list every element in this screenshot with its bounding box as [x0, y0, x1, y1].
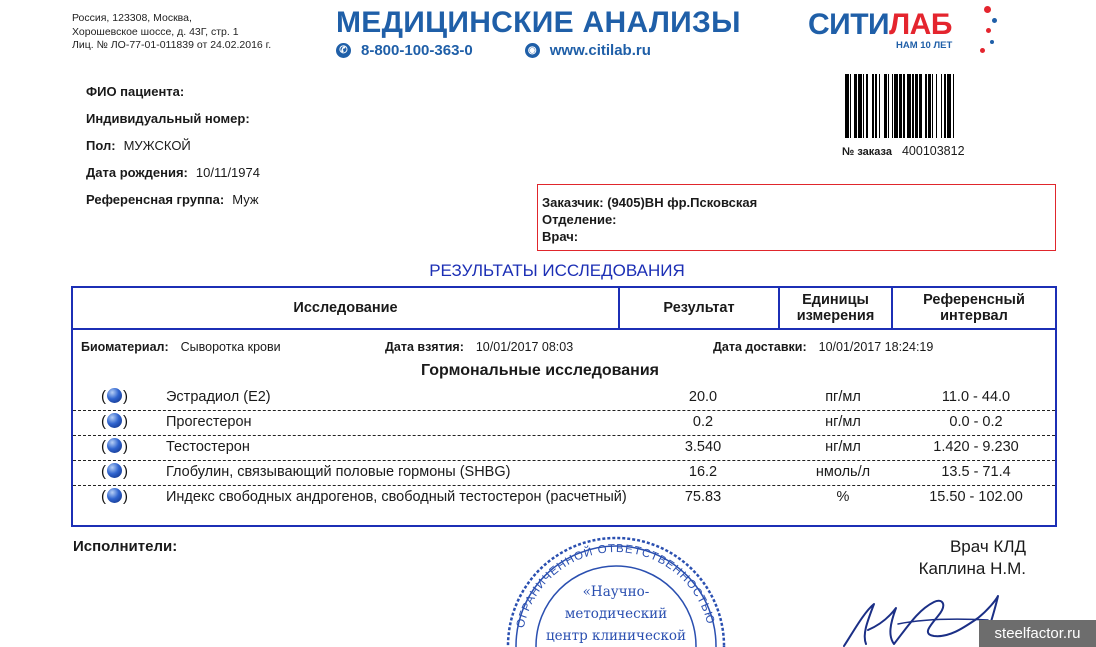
patient-refgroup-row: [86, 192, 260, 219]
delivery-date-value: 10/01/2017 18:24:19: [818, 340, 934, 354]
logo-part2: ЛАБ: [889, 8, 952, 41]
patient-info: [86, 84, 260, 219]
row-result: 75.83: [684, 489, 722, 505]
row-units: нг/мл: [825, 439, 861, 455]
order-number-row: [842, 144, 965, 158]
patient-birthdate-value: 10/11/1974: [195, 165, 260, 180]
row-result: 20.0: [688, 389, 718, 405]
row-test: Глобулин, связывающий половые гормоны (SHBG): [166, 464, 511, 480]
patient-sex-row: [86, 138, 260, 165]
row-units: пг/мл: [825, 389, 861, 405]
header-test: Исследование: [73, 288, 620, 328]
header-reference: Референсный интервал: [923, 292, 1025, 324]
results-table: [71, 286, 1057, 527]
header-result: Результат: [620, 288, 780, 328]
collection-date-label: Дата взятия:: [385, 340, 464, 354]
stamp-line2: методический: [564, 606, 668, 622]
order-number-value: 400103812: [901, 144, 965, 158]
row-test: Эстрадиол (Е2): [166, 389, 271, 405]
doctor-line: Врач:: [542, 229, 579, 244]
biomaterial-value: Сыворотка крови: [180, 340, 281, 354]
status-bullet-icon: ( ): [101, 488, 128, 505]
collection-date-value: 10/01/2017 08:03: [475, 340, 574, 354]
results-rows: [73, 386, 1055, 526]
lab-address: [72, 12, 271, 53]
order-barcode: [845, 74, 990, 138]
stamp-ring-text: ОГРАНИЧЕННОЙ ОТВЕТСТВЕННОСТЬЮ: [514, 542, 717, 630]
lab-address-line2: Хорошевское шоссе, д. 43Г, стр. 1: [72, 25, 239, 38]
customer-box: [537, 184, 1056, 251]
logo-tagline: НАМ 10 ЛЕТ: [896, 40, 953, 51]
patient-refgroup-value: Муж: [232, 192, 259, 207]
table-row: [73, 486, 1055, 526]
logo-dot: [986, 28, 991, 33]
website-link[interactable]: www.citilab.ru: [549, 42, 651, 59]
patient-name-row: [86, 84, 260, 111]
doctor-name: Каплина Н.М.: [918, 559, 1026, 578]
status-bullet-icon: ( ): [101, 413, 128, 430]
row-units: нмоль/л: [815, 464, 871, 480]
row-reference: 15.50 - 102.00: [929, 489, 1023, 505]
table-row: [73, 436, 1055, 461]
row-result: 0.2: [692, 414, 714, 430]
row-reference: 11.0 - 44.0: [941, 389, 1011, 405]
stamp-line1: «Научно-: [582, 584, 650, 600]
row-test: Тестостерон: [166, 439, 250, 455]
logo-dot: [980, 48, 985, 53]
biomaterial: [81, 340, 281, 354]
patient-sex-value: МУЖСКОЙ: [123, 138, 191, 153]
lab-address-line1: Россия, 123308, Москва,: [72, 12, 192, 24]
stamp-line3: центр клинической: [545, 628, 687, 644]
doctor-position: Врач КЛД: [949, 537, 1026, 556]
table-row: [73, 411, 1055, 436]
logo-part1: СИТИ: [808, 8, 890, 41]
contact-row: [336, 42, 651, 59]
section-title: Гормональные исследования: [420, 362, 659, 379]
organization-stamp: [500, 534, 732, 647]
brand-title: МЕДИЦИНСКИЕ АНАЛИЗЫ: [336, 6, 741, 39]
citilab-logo: [808, 4, 1008, 56]
row-reference: 1.420 - 9.230: [933, 439, 1019, 455]
patient-id-row: [86, 111, 260, 138]
watermark: steelfactor.ru: [979, 620, 1096, 647]
delivery-date-label: Дата доставки:: [713, 340, 807, 354]
row-result: 16.2: [688, 464, 718, 480]
patient-birthdate-row: [86, 165, 260, 192]
header-units: Единицы измерения: [780, 288, 893, 328]
table-row: [73, 386, 1055, 411]
phone-icon: ✆: [336, 43, 351, 58]
patient-refgroup-label: Референсная группа:: [86, 192, 225, 207]
results-title: РЕЗУЛЬТАТЫ ИССЛЕДОВАНИЯ: [429, 261, 685, 280]
delivery-date: [713, 340, 933, 354]
lab-license: Лиц. № ЛО-77-01-011839 от 24.02.2016 г.: [72, 39, 272, 51]
logo-wordmark: [808, 8, 952, 42]
row-reference: 13.5 - 71.4: [941, 464, 1011, 480]
performers-label: Исполнители:: [73, 538, 178, 555]
logo-dot: [990, 40, 994, 44]
barcode-bar: [954, 74, 957, 138]
logo-dot: [984, 6, 991, 13]
doctor-signature-block: [880, 536, 1026, 580]
logo-dot: [992, 18, 997, 23]
row-test: Прогестерон: [166, 414, 252, 430]
customer-line: Заказчик: (9405)ВН фр.Псковская: [542, 195, 758, 210]
status-bullet-icon: ( ): [101, 463, 128, 480]
patient-id-label: Индивидуальный номер:: [86, 111, 250, 126]
patient-sex-label: Пол:: [86, 138, 116, 153]
order-number-label: № заказа: [842, 146, 892, 158]
row-units: %: [836, 489, 850, 505]
row-reference: 0.0 - 0.2: [949, 414, 1003, 430]
collection-date: [385, 340, 573, 354]
status-bullet-icon: ( ): [101, 388, 128, 405]
table-row: [73, 461, 1055, 486]
row-result: 3.540: [684, 439, 722, 455]
patient-birthdate-label: Дата рождения:: [86, 165, 188, 180]
row-test: Индекс свободных андрогенов, свободный тестостерон (расчетный): [166, 489, 627, 505]
biomaterial-label: Биоматериал:: [81, 340, 169, 354]
status-bullet-icon: ( ): [101, 438, 128, 455]
globe-icon: ◉: [525, 43, 540, 58]
department-line: Отделение:: [542, 212, 617, 227]
phone-number: 8-800-100-363-0: [361, 42, 473, 59]
row-units: нг/мл: [825, 414, 861, 430]
results-table-header: [73, 288, 1055, 330]
patient-name-label: ФИО пациента:: [86, 84, 185, 99]
